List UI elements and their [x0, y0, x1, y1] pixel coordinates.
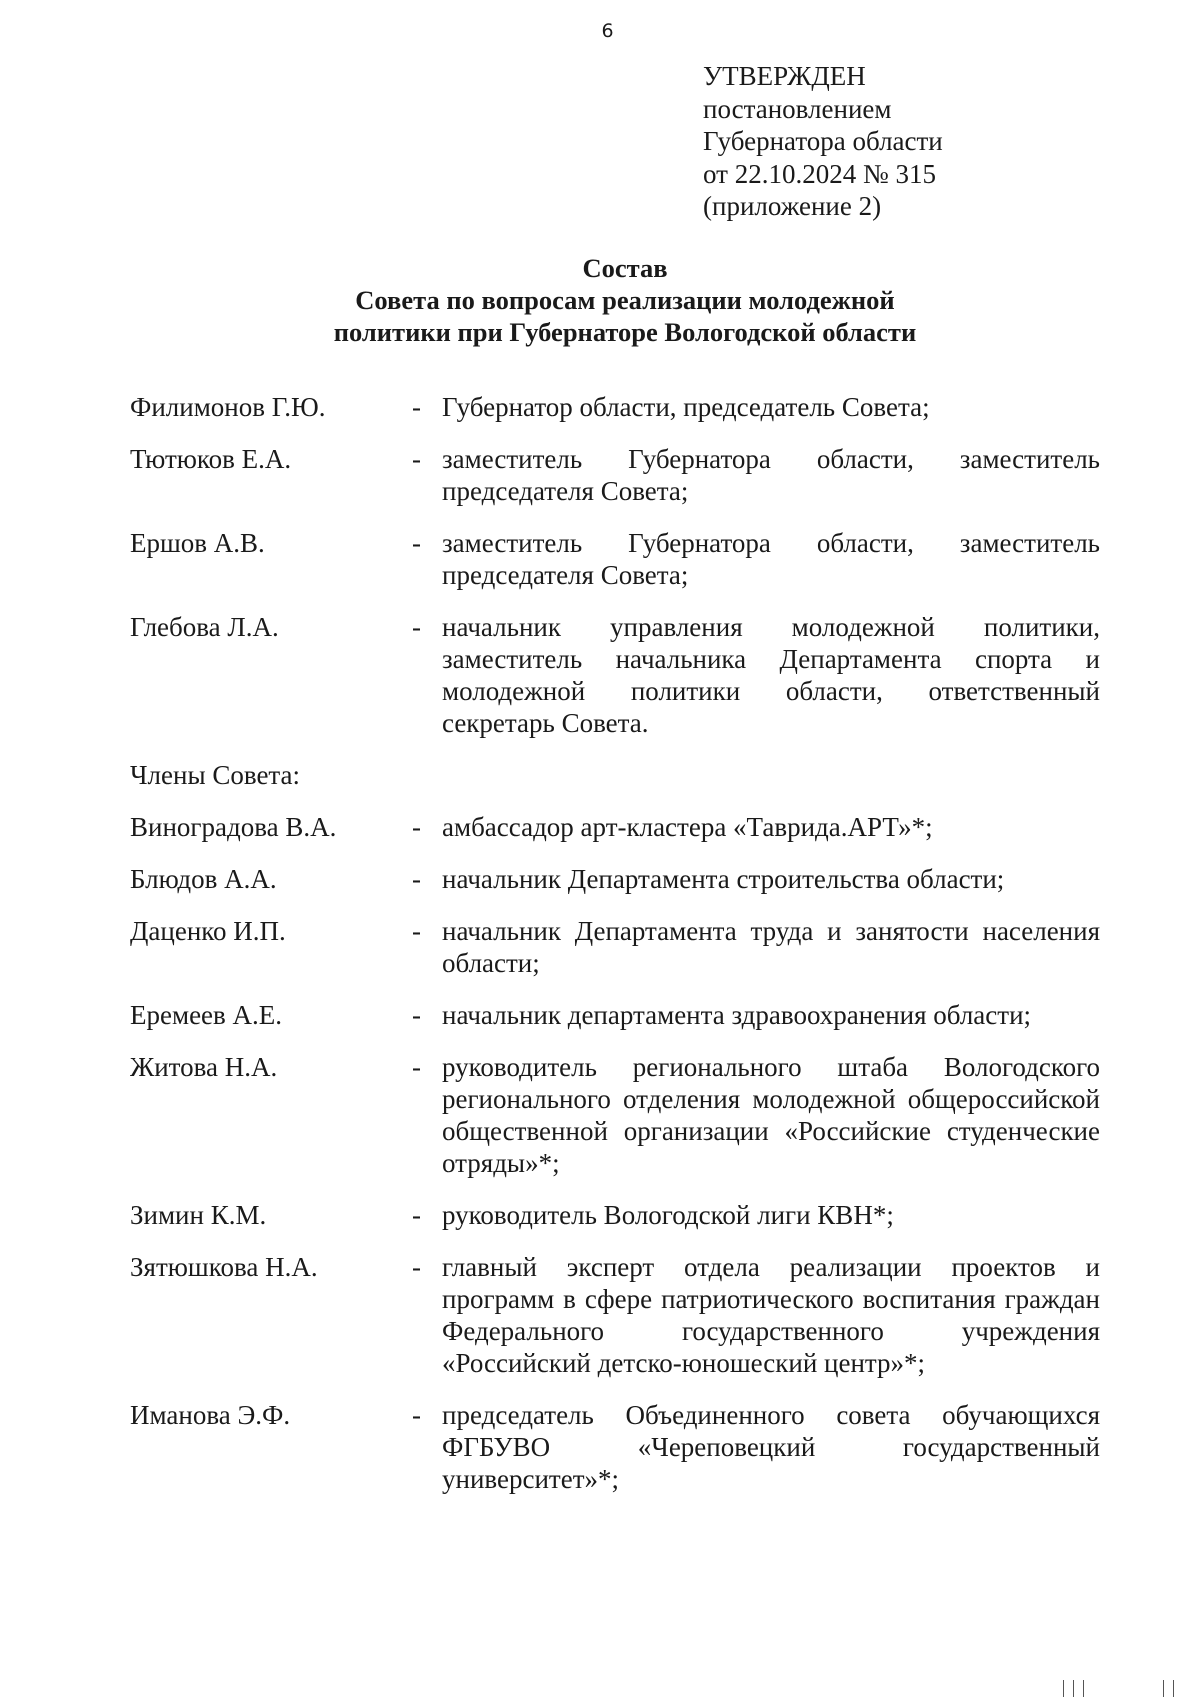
member-role: руководитель Вологодской лиги КВН*;	[442, 1200, 894, 1230]
leadership-list	[130, 391, 1100, 739]
page-number: 6	[601, 20, 614, 42]
member-role: начальник Департамента труда и занятости населения области;	[442, 916, 1100, 978]
entry-separator: -	[412, 612, 421, 642]
member-role: главный эксперт отдела реализации проектов и программ в сфере патриотического воспитания граждан Федерального государственного учреждения «Российский детско-юношеский центр»*;	[442, 1252, 1100, 1378]
roster-entry	[130, 611, 1100, 739]
approval-status: УТВЕРЖДЕН	[703, 61, 866, 91]
entry-separator: -	[412, 444, 421, 474]
member-name: Блюдов А.А.	[130, 864, 277, 894]
member-name: Даценко И.П.	[130, 916, 286, 946]
entry-separator: -	[412, 1052, 421, 1082]
title-line-1: Состав	[582, 253, 668, 283]
member-name: Иманова Э.Ф.	[130, 1400, 291, 1430]
member-role: заместитель Губернатора области, заместитель председателя Совета;	[442, 528, 1100, 590]
roster-entry	[130, 443, 1100, 507]
entry-separator: -	[412, 864, 421, 894]
roster-entry	[130, 999, 1100, 1031]
roster-entry	[130, 863, 1100, 895]
member-role: начальник управления молодежной политики, заместитель начальника Департамента спорта и молодежной политики области, ответственный секретарь Совета.	[442, 612, 1100, 738]
member-name: Зимин К.М.	[130, 1200, 267, 1230]
roster-entry	[130, 915, 1100, 979]
entry-separator: -	[412, 1252, 421, 1282]
entry-separator: -	[412, 1400, 421, 1430]
approval-authority: Губернатора области	[703, 126, 943, 156]
roster-entry	[130, 811, 1100, 843]
member-name: Еремеев А.Е.	[130, 1000, 283, 1030]
roster-entry	[130, 527, 1100, 591]
roster-entry	[130, 1199, 1100, 1231]
approval-act-type: постановлением	[703, 93, 892, 124]
member-role: заместитель Губернатора области, заместитель председателя Совета;	[442, 444, 1100, 506]
member-role: Губернатор области, председатель Совета;	[442, 392, 930, 422]
entry-separator: -	[412, 1000, 421, 1030]
roster-entry	[130, 391, 1100, 423]
entry-separator: -	[412, 528, 421, 558]
entry-separator: -	[412, 916, 421, 946]
member-name: Зятюшкова Н.А.	[130, 1252, 318, 1282]
member-role: амбассадор арт-кластера «Таврида.АРТ»*;	[442, 812, 933, 842]
member-role: председатель Объединенного совета обучающихся ФГБУВО «Череповецкий государственный университет»*;	[442, 1400, 1100, 1494]
title-line-3: политики при Губернаторе Вологодской области	[333, 317, 917, 347]
member-name: Житова Н.А.	[130, 1052, 278, 1082]
title-line-2: Совета по вопросам реализации молодежной	[355, 285, 895, 315]
scan-crop-marks	[1063, 1680, 1183, 1697]
members-list	[130, 811, 1100, 1495]
member-role: руководитель регионального штаба Вологодского регионального отделения молодежной общероссийской общественной организации «Российские студенческие отряды»*;	[442, 1052, 1100, 1178]
member-name: Ершов А.В.	[130, 528, 265, 558]
member-name: Глебова Л.А.	[130, 612, 279, 642]
member-role: начальник Департамента строительства области;	[442, 864, 1005, 894]
approval-appendix: (приложение 2)	[703, 191, 882, 221]
entry-separator: -	[412, 812, 421, 842]
approval-date-number: от 22.10.2024 № 315	[703, 158, 936, 189]
document-title	[0, 252, 1200, 348]
member-name: Филимонов Г.Ю.	[130, 392, 326, 422]
member-name: Виноградова В.А.	[130, 812, 337, 842]
member-name: Тютюков Е.А.	[130, 444, 292, 474]
roster-entry	[130, 1399, 1100, 1495]
approval-stamp	[703, 60, 943, 223]
entry-separator: -	[412, 1200, 421, 1230]
roster-entry	[130, 1251, 1100, 1379]
member-role: начальник департамента здравоохранения области;	[442, 1000, 1032, 1030]
roster-entry	[130, 1051, 1100, 1179]
entry-separator: -	[412, 392, 421, 422]
members-label: Члены Совета:	[130, 760, 301, 790]
council-roster	[130, 391, 1100, 1515]
